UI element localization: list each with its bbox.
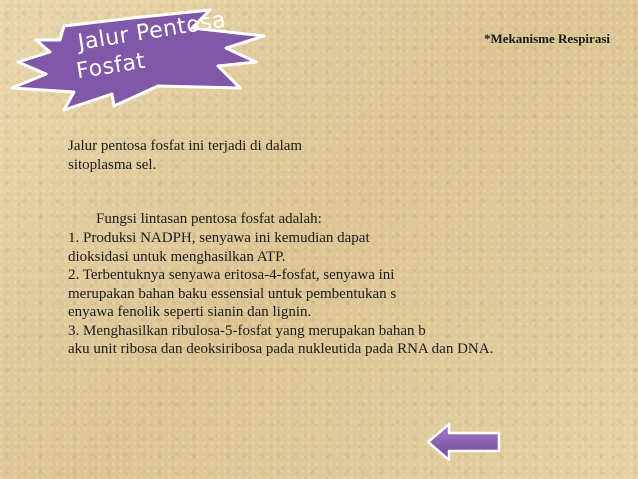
section-label: *Mekanisme Respirasi [483, 31, 610, 46]
title-badge [6, 6, 276, 114]
back-button[interactable] [425, 421, 503, 463]
intro-line-2: sitoplasma sel. [68, 157, 157, 173]
intro-text [68, 137, 368, 175]
list-line: 1. Produksi NADPH, senyawa ini kemudian dapat [68, 230, 370, 246]
arrow-left-icon [425, 421, 503, 463]
list-line: aku unit ribosa dan deoksiribosa pada nukleutida pada RNA dan DNA. [68, 341, 494, 357]
list-line: enyawa fenolik seperti sianin dan lignin. [68, 304, 312, 320]
functions-list [68, 229, 628, 359]
list-line: dioksidasi untuk menghasilkan ATP. [68, 248, 286, 265]
list-line: 2. Terbentuknya senyawa eritosa-4-fosfat, senyawa ini [68, 267, 395, 283]
badge-title-line-2: Fosfat [74, 48, 148, 85]
intro-line-1: Jalur pentosa fosfat ini terjadi di dalam [68, 138, 303, 154]
list-line: merupakan bahan baku essensial untuk pembentukan s [68, 285, 397, 302]
functions-heading: Fungsi lintasan pentosa fosfat adalah: [96, 211, 322, 227]
list-line: 3. Menghasilkan ribulosa-5-fosfat yang merupakan bahan b [68, 322, 426, 339]
badge-title-line-1: Jalur Pentosa [76, 7, 228, 56]
